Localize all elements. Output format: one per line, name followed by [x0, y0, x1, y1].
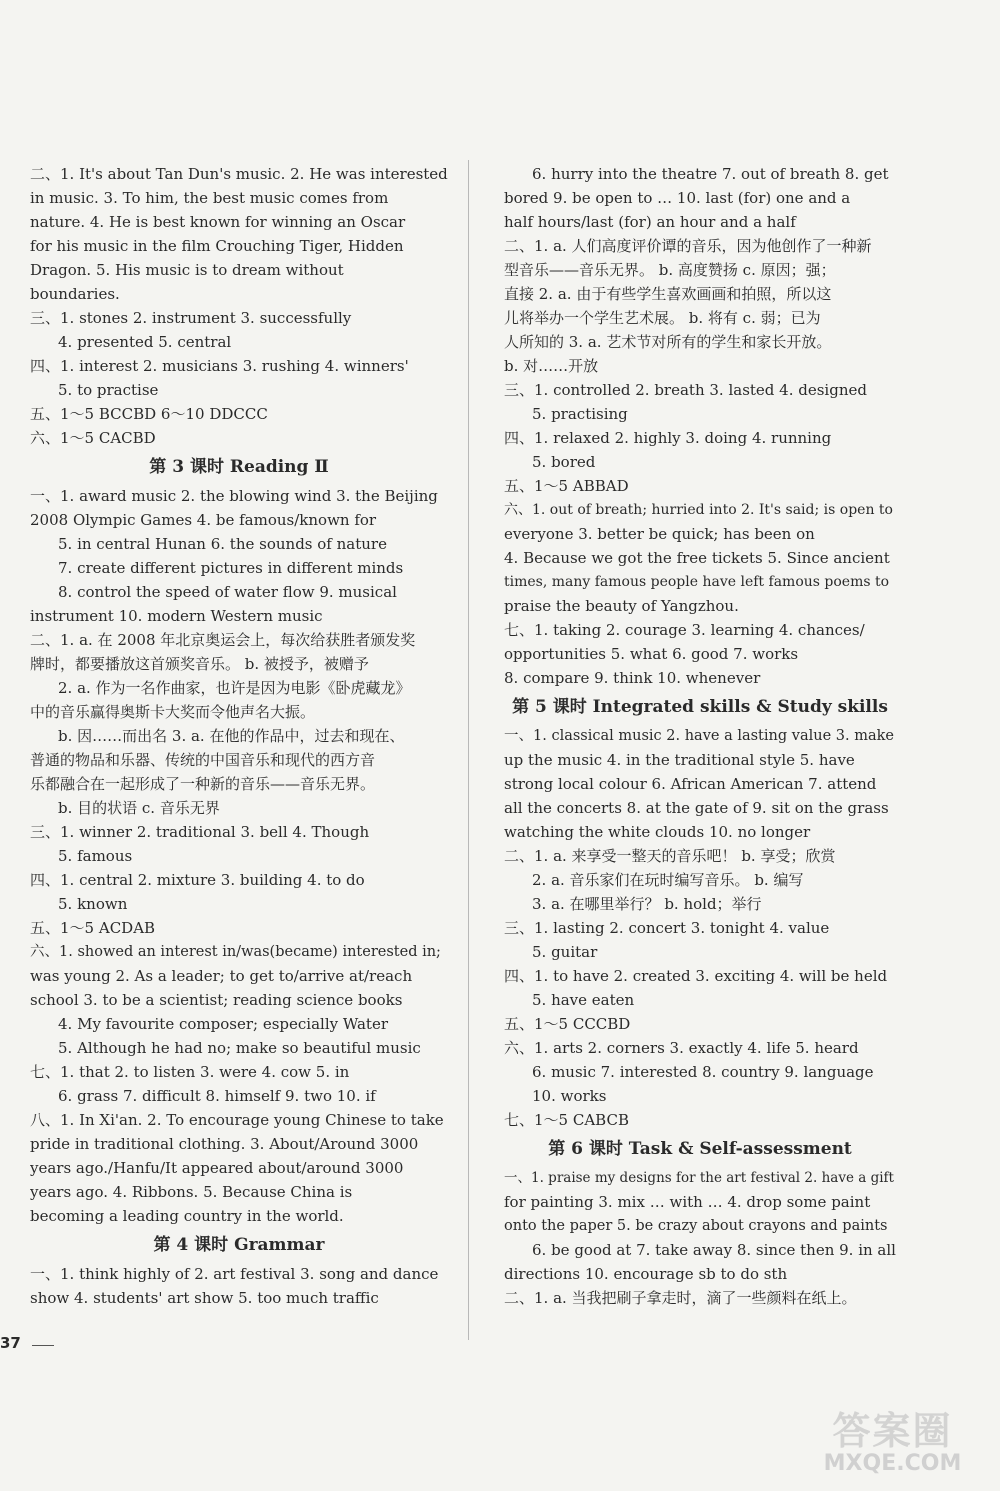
answer-line: 儿将举办一个学生艺术展。 b. 将有 c. 弱；已为: [504, 309, 821, 327]
answer-line: 五、1～5 ACDAB: [30, 919, 156, 937]
answer-line: strong local colour 6. African American 7. attend: [504, 775, 877, 793]
answer-line: in music. 3. To him, the best music comes from: [30, 189, 389, 207]
answer-line: years ago./Hanfu/It appeared about/around 3000: [30, 1159, 404, 1177]
answer-line: half hours/last (for) an hour and a half: [504, 213, 796, 231]
answer-line: 4. presented 5. central: [58, 333, 232, 351]
answer-line: 七、1. that 2. to listen 3. were 4. cow 5. in: [30, 1063, 350, 1081]
answer-line: 三、1. winner 2. traditional 3. bell 4. Though: [30, 823, 370, 841]
answer-line: 五、1～5 BCCBD 6～10 DDCCC: [30, 405, 268, 423]
answer-line: 3. a. 在哪里举行？ b. hold；举行: [532, 895, 762, 913]
answer-line: 直接 2. a. 由于有些学生喜欢画画和拍照，所以这: [504, 285, 832, 303]
answer-line: 七、1～5 CABCB: [504, 1111, 629, 1129]
answer-line: directions 10. encourage sb to do sth: [504, 1265, 788, 1283]
answer-line: 6. grass 7. difficult 8. himself 9. two 10. if: [58, 1087, 376, 1105]
answer-line: 五、1～5 CCCBD: [504, 1015, 631, 1033]
watermark-logo-text: 答案圈: [832, 1409, 953, 1453]
answer-line: watching the white clouds 10. no longer: [504, 823, 811, 841]
answer-line: nature. 4. He is best known for winning an Oscar: [30, 213, 406, 231]
answer-line: 六、1. arts 2. corners 3. exactly 4. life 5. heard: [504, 1039, 859, 1057]
answer-line: 四、1. central 2. mixture 3. building 4. to do: [30, 871, 365, 889]
answer-line: 5. bored: [532, 453, 596, 471]
right-column: [504, 162, 896, 1310]
answer-line: 四、1. relaxed 2. highly 3. doing 4. running: [504, 429, 832, 447]
answer-line: 5. guitar: [532, 943, 598, 961]
answer-line: 六、1. out of breath; hurried into 2. It's said; is open to: [504, 502, 893, 518]
lesson-heading: 第 3 课时 Reading Ⅱ: [149, 457, 329, 477]
answer-line: 三、1. controlled 2. breath 3. lasted 4. designed: [504, 381, 867, 399]
answer-line: b. 因……而出名 3. a. 在他的作品中，过去和现在、: [58, 727, 405, 745]
answer-line: 人所知的 3. a. 艺术节对所有的学生和家长开放。: [504, 333, 832, 351]
answer-line: 5. Although he had no; make so beautiful music: [58, 1039, 421, 1057]
answer-line: 六、1～5 CACBD: [30, 429, 156, 447]
answer-line: 五、1～5 ABBAD: [504, 477, 629, 495]
answer-line: 三、1. stones 2. instrument 3. successfully: [30, 309, 352, 327]
answer-line: 6. music 7. interested 8. country 9. language: [532, 1063, 874, 1081]
answer-line: 2. a. 作为一名作曲家，也许是因为电影《卧虎藏龙》: [58, 679, 411, 697]
answer-line: 4. Because we got the free tickets 5. Since ancient: [504, 549, 890, 567]
answer-line: 8. control the speed of water flow 9. musical: [58, 583, 397, 601]
answer-line: for his music in the film Crouching Tiger, Hidden: [30, 237, 404, 255]
answer-line: 二、1. a. 来享受一整天的音乐吧！ b. 享受；欣赏: [504, 847, 836, 865]
answer-line: times, many famous people have left famous poems to: [504, 574, 890, 590]
watermark: [795, 1400, 990, 1476]
lesson-heading: 第 5 课时 Integrated skills & Study skills: [512, 697, 888, 717]
watermark-url: MXQE.COM: [823, 1451, 962, 1476]
column-divider: [468, 160, 469, 1340]
answer-line: 二、1. a. 人们高度评价谭的音乐，因为他创作了一种新: [504, 237, 872, 255]
answer-line: bored 9. be open to … 10. last (for) one and a: [504, 189, 851, 207]
answer-line: 中的音乐赢得奥斯卡大奖而令他声名大振。: [30, 703, 316, 721]
answer-line: 5. have eaten: [532, 991, 635, 1009]
answer-line: 8. compare 9. think 10. whenever: [504, 669, 761, 687]
answer-line: 一、1. classical music 2. have a lasting value 3. make: [504, 728, 894, 744]
answer-line: 6. be good at 7. take away 8. since then 9. in all: [532, 1241, 896, 1259]
answer-line: for painting 3. mix … with … 4. drop some paint: [504, 1193, 871, 1211]
answer-line: 5. famous: [58, 847, 133, 865]
answer-line: school 3. to be a scientist; reading science books: [30, 991, 403, 1009]
answer-line: 四、1. to have 2. created 3. exciting 4. will be held: [504, 967, 888, 985]
answer-line: 5. to practise: [58, 381, 159, 399]
lesson-heading: 第 6 课时 Task & Self-assessment: [548, 1139, 852, 1159]
answer-line: 三、1. lasting 2. concert 3. tonight 4. value: [504, 919, 830, 937]
answer-line: 二、1. a. 当我把刷子拿走时，滴了一些颜料在纸上。: [504, 1289, 857, 1307]
answer-line: years ago. 4. Ribbons. 5. Because China is: [30, 1183, 353, 1201]
answer-line: 二、1. It's about Tan Dun's music. 2. He was interested: [30, 165, 448, 183]
answer-line: show 4. students' art show 5. too much traffic: [30, 1289, 379, 1307]
answer-line: instrument 10. modern Western music: [30, 607, 323, 625]
answer-line: 二、1. a. 在 2008 年北京奥运会上，每次给获胜者颁发奖: [30, 631, 416, 649]
answer-line: 乐都融合在一起形成了一种新的音乐——音乐无界。: [30, 775, 376, 793]
page-number-rule: [32, 1345, 54, 1346]
answer-line: 5. practising: [532, 405, 628, 423]
left-column: [30, 162, 448, 1310]
answer-line: b. 目的状语 c. 音乐无界: [58, 799, 220, 817]
answer-line: 一、1. award music 2. the blowing wind 3. the Beijing: [30, 487, 438, 505]
answer-line: onto the paper 5. be crazy about crayons and paints: [504, 1218, 888, 1234]
answer-line: becoming a leading country in the world.: [30, 1207, 344, 1225]
answer-line: 普通的物品和乐器、传统的中国音乐和现代的西方音: [30, 751, 376, 769]
answer-line: 四、1. interest 2. musicians 3. rushing 4. winners': [30, 357, 409, 375]
answer-line: 一、1. praise my designs for the art festival 2. have a gift: [504, 1170, 894, 1186]
answer-line: 4. My favourite composer; especially Water: [58, 1015, 388, 1033]
answer-line: boundaries.: [30, 285, 120, 303]
answer-line: 牌时，都要播放这首颁奖音乐。 b. 被授予，被赠予: [30, 655, 369, 673]
answer-line: 6. hurry into the theatre 7. out of breath 8. get: [532, 165, 889, 183]
answer-line: 7. create different pictures in different minds: [58, 559, 404, 577]
answer-line: b. 对……开放: [504, 357, 599, 375]
answer-line: 5. known: [58, 895, 128, 913]
answer-line: pride in traditional clothing. 3. About/Around 3000: [30, 1135, 419, 1153]
lesson-heading: 第 4 课时 Grammar: [153, 1235, 325, 1255]
answer-line: 六、1. showed an interest in/was(became) interested in;: [30, 944, 441, 960]
answer-line: 型音乐——音乐无界。 b. 高度赞扬 c. 原因；强；: [504, 261, 836, 279]
answer-line: 5. in central Hunan 6. the sounds of nature: [58, 535, 387, 553]
answer-line: praise the beauty of Yangzhou.: [504, 597, 739, 615]
page-number: 37: [0, 1334, 21, 1352]
answer-line: 一、1. think highly of 2. art festival 3. song and dance: [30, 1265, 439, 1283]
answer-line: 2. a. 音乐家们在玩时编写音乐。 b. 编写: [532, 871, 804, 889]
answer-line: 七、1. taking 2. courage 3. learning 4. chances/: [504, 621, 865, 639]
answer-line: 2008 Olympic Games 4. be famous/known for: [30, 511, 377, 529]
answer-line: up the music 4. in the traditional style 5. have: [504, 751, 855, 769]
answer-line: all the concerts 8. at the gate of 9. sit on the grass: [504, 799, 889, 817]
answer-line: opportunities 5. what 6. good 7. works: [504, 645, 799, 663]
answer-line: Dragon. 5. His music is to dream without: [30, 261, 344, 279]
answer-line: 八、1. In Xi'an. 2. To encourage young Chinese to take: [30, 1111, 444, 1129]
answer-line: everyone 3. better be quick; has been on: [504, 525, 815, 543]
answer-line: 10. works: [532, 1087, 607, 1105]
answer-line: was young 2. As a leader; to get to/arrive at/reach: [30, 967, 413, 985]
